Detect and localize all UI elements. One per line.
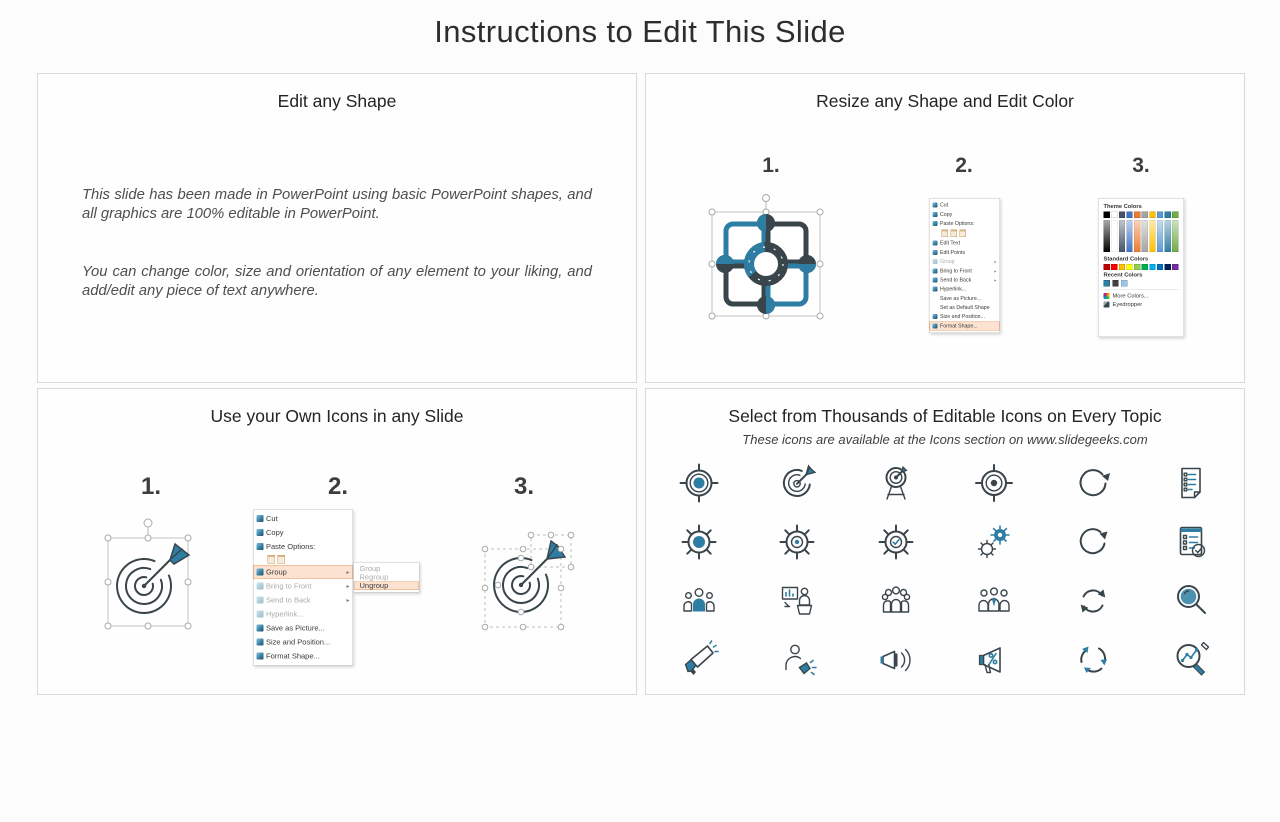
color-swatch	[1134, 264, 1140, 270]
color-swatch	[1104, 212, 1110, 218]
color-picker-label: Recent Colors	[1103, 272, 1143, 278]
send-back-icon	[257, 597, 264, 604]
color-swatch	[1157, 264, 1163, 270]
menu-item-save-as-picture	[930, 294, 1000, 303]
menu-item-label: Send to Back	[940, 276, 972, 283]
panel-own-icons-title: Use your Own Icons in any Slide	[210, 406, 464, 426]
menu-item-bring-to-front	[930, 266, 1000, 275]
color-swatch	[1142, 212, 1148, 218]
gear-check-icon	[876, 522, 916, 562]
menu-item-label: Format Shape...	[266, 651, 320, 661]
color-swatch	[1172, 212, 1178, 218]
submenu-arrow-icon: ▸	[346, 596, 350, 604]
menu-item-label: Edit Text	[940, 240, 961, 247]
submenu-arrow-icon: ▸	[346, 568, 350, 576]
color-swatch	[1172, 264, 1178, 270]
gear-solid-core-icon	[679, 522, 719, 562]
menu-item-group	[354, 565, 419, 574]
menu-item-label: Set as Default Shape	[940, 304, 990, 311]
menu-item-hyperlink	[930, 285, 1000, 294]
icon-grid-row	[679, 581, 1211, 621]
format-shape-icon	[933, 323, 938, 328]
menu-item-cut	[254, 512, 353, 526]
menu-item-label: Edit Points	[940, 249, 966, 256]
menu-item-label: Hyperlink...	[266, 609, 304, 619]
menu-item-send-to-back	[930, 275, 1000, 284]
cut-icon	[933, 203, 938, 208]
copy-icon	[257, 529, 264, 536]
menu-item-label: Group	[359, 564, 381, 573]
menu-item-label: Send to Back	[266, 595, 311, 605]
color-tint-column	[1165, 220, 1171, 252]
color-swatch	[1134, 212, 1140, 218]
menu-item-label: Save as Picture...	[266, 623, 325, 633]
dartboard-dart-icon	[777, 463, 817, 503]
color-tint-column	[1119, 220, 1125, 252]
step-number-1: 1.	[140, 473, 161, 500]
panel-icon-library	[645, 388, 1245, 695]
menu-item-group	[254, 565, 353, 579]
team-leader-icon	[679, 581, 719, 621]
context-menu-group	[253, 509, 453, 822]
color-swatch	[1111, 264, 1117, 270]
eyedropper-icon	[1104, 301, 1110, 307]
color-picker-label: Theme Colors	[1103, 203, 1142, 210]
size-position-icon	[933, 314, 938, 319]
edit-shape-paragraph-1: This slide has been made in PowerPoint using basic PowerPoint shapes, and all graphics are 100% editable in PowerPoint.	[82, 186, 592, 223]
step-number-3: 3.	[1132, 154, 1150, 177]
more-colors-icon	[1104, 293, 1110, 299]
icon-grid-row	[679, 463, 1211, 503]
panel-icon-library-title: Select from Thousands of Editable Icons on Every Topic	[728, 406, 1162, 426]
color-tint-column	[1126, 220, 1132, 252]
menu-icon-spacer	[933, 296, 938, 301]
color-tint-column	[1111, 220, 1117, 252]
paste-option-icon	[951, 230, 958, 238]
menu-item-copy	[254, 526, 353, 540]
paste-option-icon	[278, 555, 286, 564]
panel-resize-color	[645, 73, 1245, 383]
submenu-arrow-icon: ▸	[994, 277, 997, 283]
checklist-approved-icon	[1171, 522, 1211, 562]
menu-item-label: Size and Position...	[940, 313, 985, 320]
dartboard-stand-icon	[876, 463, 916, 503]
icon-grid	[646, 463, 1244, 680]
menu-item-copy	[930, 210, 1000, 219]
group-icon	[933, 259, 938, 264]
color-swatch	[1142, 264, 1148, 270]
color-picker-item-eyedropper	[1104, 301, 1179, 307]
submenu-arrow-icon: ▸	[994, 268, 997, 274]
menu-item-edit-text	[930, 239, 1000, 248]
icon-grid-row	[679, 640, 1211, 680]
color-swatch	[1121, 280, 1127, 286]
color-swatch	[1119, 212, 1125, 218]
menu-item-label: Copy	[266, 528, 284, 537]
color-swatch	[1149, 212, 1155, 218]
team-discussion-icon	[974, 581, 1014, 621]
menu-item-send-to-back	[254, 593, 353, 607]
menu-item-label: Format Shape...	[940, 322, 978, 329]
color-swatch	[1104, 280, 1110, 286]
color-swatch	[1111, 212, 1117, 218]
edit-text-icon	[933, 241, 938, 246]
menu-item-paste-options	[254, 540, 353, 554]
cycle-arrows-icon	[1073, 640, 1113, 680]
target-icon-ungrouped	[471, 513, 581, 635]
step-number-1: 1.	[762, 154, 780, 177]
menu-item-label: Size and Position...	[266, 637, 331, 647]
menu-item-set-as-default-shape	[930, 303, 1000, 312]
menu-item-label: Save as Picture...	[940, 295, 982, 302]
menu-item-label: Cut	[940, 202, 949, 209]
magnifier-icon	[1171, 581, 1211, 621]
paste-option-icon	[960, 230, 967, 238]
send-back-icon	[933, 277, 938, 282]
color-swatch	[1104, 264, 1110, 270]
menu-item-label: Group	[940, 258, 955, 265]
selection-handles-icon	[482, 532, 574, 630]
hyperlink-icon	[257, 611, 264, 618]
color-tint-column	[1149, 220, 1155, 252]
color-tint-column	[1104, 220, 1110, 252]
menu-item-regroup	[354, 573, 419, 582]
step-number-2: 2.	[327, 473, 348, 500]
hyperlink-icon	[933, 287, 938, 292]
color-swatch	[1112, 280, 1118, 286]
step-number-3: 3.	[513, 473, 534, 500]
color-tint-column	[1134, 220, 1140, 252]
paste-option-icon	[942, 230, 949, 238]
menu-item-paste-options	[930, 219, 1000, 228]
color-swatch	[1157, 212, 1163, 218]
paste-option-icon	[268, 555, 276, 564]
menu-item-ungroup	[354, 582, 419, 591]
icon-library-subtitle: These icons are available at the Icons section on www.slidegeeks.com	[742, 432, 1148, 447]
rotation-handle-icon	[144, 519, 152, 527]
picture-icon	[257, 625, 264, 632]
menu-item-group	[930, 257, 1000, 266]
megaphone-waves-icon	[876, 640, 916, 680]
menu-item-label: Copy	[940, 211, 953, 218]
color-swatch	[1149, 264, 1155, 270]
menu-icon-spacer	[933, 305, 938, 310]
color-tint-column	[1157, 220, 1163, 252]
color-tint-column	[1142, 220, 1148, 252]
icon-grid-row	[679, 522, 1211, 562]
group-icon	[257, 569, 264, 576]
copy-icon	[933, 212, 938, 217]
submenu-arrow-icon: ▸	[346, 582, 350, 590]
menu-item-format-shape	[930, 321, 1000, 330]
target-icon-grouped	[98, 514, 198, 636]
menu-item-hyperlink	[254, 607, 353, 621]
menu-item-save-as-picture	[254, 621, 353, 635]
menu-item-label: Cut	[266, 514, 278, 523]
color-picker-item-more-colors	[1104, 293, 1179, 299]
color-swatch	[1126, 264, 1132, 270]
format-shape-icon	[257, 653, 264, 660]
person-announcer-icon	[777, 640, 817, 680]
rotate-arrow-icon	[1073, 463, 1113, 503]
color-picker-item-label: Eyedropper	[1112, 301, 1143, 308]
menu-item-cut	[930, 201, 1000, 210]
megaphone-announcement-icon	[679, 640, 719, 680]
target-crosshair-icon	[679, 463, 719, 503]
selected-shape-graphic	[696, 190, 836, 330]
menu-item-label: Group	[266, 567, 287, 577]
target-scope-icon	[974, 463, 1014, 503]
menu-item-size-and-position	[930, 312, 1000, 321]
menu-item-edit-points	[930, 248, 1000, 257]
panel-resize-color-title: Resize any Shape and Edit Color	[816, 91, 1074, 111]
panel-edit-shape-title: Edit any Shape	[277, 91, 397, 111]
gear-small-core-icon	[777, 522, 817, 562]
size-position-icon	[257, 639, 264, 646]
bring-front-icon	[257, 583, 264, 590]
sync-arrows-icon	[1073, 581, 1113, 621]
menu-item-size-and-position	[254, 635, 353, 649]
color-picker-label: Standard Colors	[1103, 255, 1149, 262]
color-swatch	[1165, 264, 1171, 270]
menu-item-label: Hyperlink...	[940, 286, 967, 293]
menu-item-format-shape	[254, 649, 353, 663]
menu-item-label: Bring to Front	[266, 581, 312, 591]
slide-title: Instructions to Edit This Slide	[434, 14, 846, 49]
paste-icon	[257, 543, 264, 550]
color-swatch	[1165, 212, 1171, 218]
color-tint-column	[1172, 220, 1178, 252]
presentation-training-icon	[777, 581, 817, 621]
menu-item-label: Paste Options:	[266, 542, 316, 551]
color-swatch	[1119, 264, 1125, 270]
color-swatch	[1126, 212, 1132, 218]
rotation-handle-icon	[763, 195, 770, 202]
panel-own-icons	[37, 388, 637, 695]
panel-edit-shape	[37, 73, 637, 383]
document-checklist-icon	[1171, 463, 1211, 503]
menu-item-label: Ungroup	[359, 581, 389, 590]
bring-front-icon	[933, 268, 938, 273]
color-picker-item-label: More Colors...	[1112, 292, 1149, 299]
double-gears-icon	[974, 522, 1014, 562]
step-number-2: 2.	[955, 154, 973, 177]
refresh-arrow-icon	[1073, 522, 1113, 562]
edit-points-icon	[933, 250, 938, 255]
search-analytics-icon	[1171, 640, 1211, 680]
menu-item-bring-to-front	[254, 579, 353, 593]
edit-shape-paragraph-2: You can change color, size and orientation of any element to your liking, and add/edit any piece of text anywhere.	[82, 263, 592, 300]
menu-item-label: Bring to Front	[940, 267, 972, 274]
paste-icon	[933, 221, 938, 226]
megaphone-offer-icon	[974, 640, 1014, 680]
cut-icon	[257, 515, 264, 522]
team-group-icon	[876, 581, 916, 621]
submenu-arrow-icon: ▸	[994, 259, 997, 265]
menu-item-label: Regroup	[359, 573, 389, 582]
menu-item-label: Paste Options:	[940, 220, 975, 227]
